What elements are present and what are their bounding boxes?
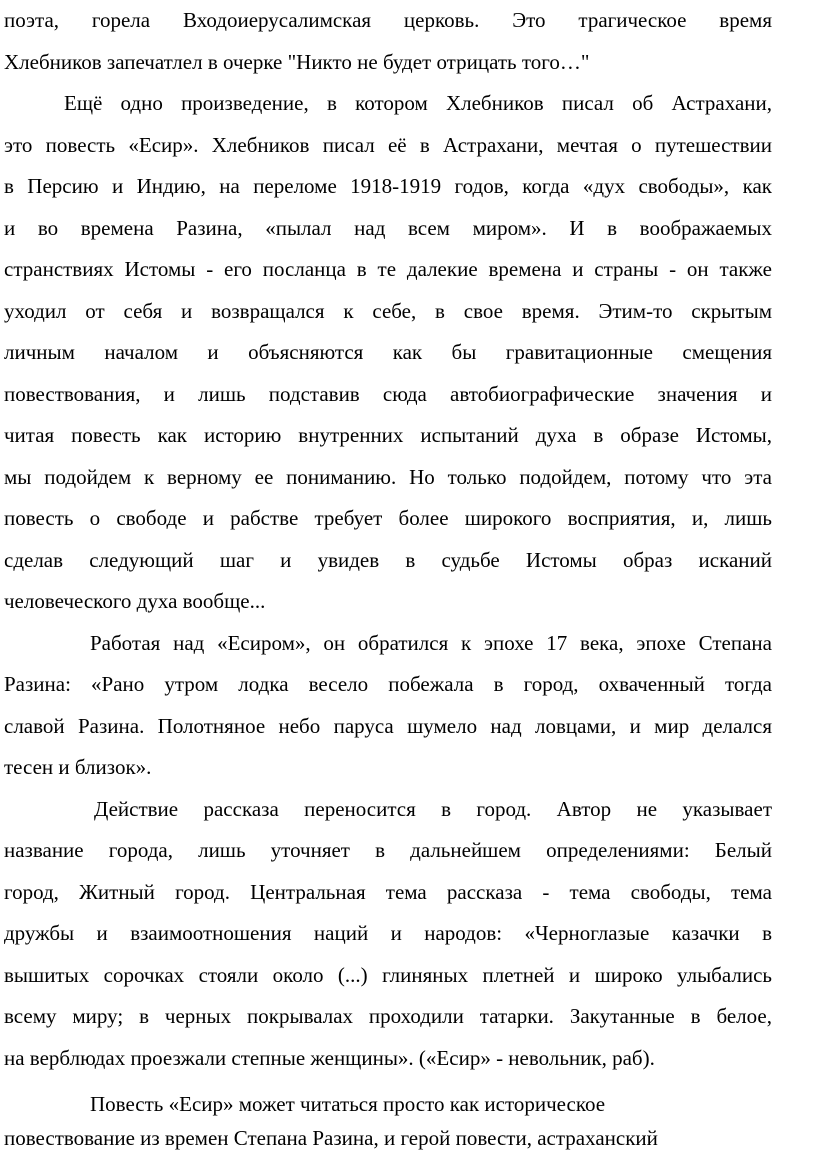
text-line: человеческого духа вообще... (4, 589, 266, 613)
text-line: сделав следующий шаг и увидев в судьбе Истомы образ исканий (4, 547, 772, 572)
text-line: повествования, и лишь подставив сюда автобиографические значения и (4, 381, 772, 406)
text-line: Действие рассказа переносится в город. Автор не указывает (94, 796, 772, 821)
text-line: название города, лишь уточняет в дальнейшем определениями: Белый (4, 838, 772, 862)
text-line: вышитых сорочках стояли около (...) глиняных плетней и широко улыбались (4, 962, 772, 987)
text-line: славой Разина. Полотняное небо паруса шумело над ловцами, и мир делался (4, 713, 772, 738)
paragraph-1 (4, 0, 772, 83)
text-line: читая повесть как историю внутренних испытаний духа в образе Истомы, (4, 423, 772, 447)
paragraph-2 (4, 83, 772, 623)
text-line: тесен и близок». (4, 755, 152, 779)
paragraph-4 (4, 789, 772, 1080)
text-line: город, Житный город. Центральная тема рассказа - тема свободы, тема (4, 879, 772, 904)
text-line: всему миру; в черных покрывалах проходили татарки. Закутанные в белое, (4, 1004, 772, 1028)
text-line: повествование из времен Степана Разина, и герой повести, астраханский (4, 1126, 658, 1150)
text-line: это повесть «Есир». Хлебников писал её в Астрахани, мечтая о путешествии (4, 132, 772, 157)
text-line: поэта, горела Входоиерусалимская церковь. Это трагическое время (4, 8, 772, 32)
text-line: в Персию и Индию, на переломе 1918-1919 годов, когда «дух свободы», как (4, 174, 772, 198)
text-line: уходил от себя и возвращался к себе, в свое время. Этим-то скрытым (4, 298, 772, 323)
text-line: Хлебников запечатлел в очерке "Никто не будет отрицать того…" (4, 49, 590, 74)
text-line: мы подойдем к верному ее пониманию. Но только подойдем, потому что эта (4, 464, 772, 489)
text-line: Разина: «Рано утром лодка весело побежала в город, охваченный тогда (4, 672, 772, 696)
text-line: повесть о свободе и рабстве требует более широкого восприятия, и, лишь (4, 506, 772, 530)
paragraph-3 (4, 623, 772, 789)
text-line: и во времена Разина, «пылал над всем миром». И в воображаемых (4, 215, 772, 240)
text-line: странствиях Истомы - его посланца в те далекие времена и страны - он также (4, 257, 772, 281)
text-line: личным началом и объясняются как бы гравитационные смещения (4, 340, 772, 364)
text-line: Работая над «Есиром», он обратился к эпохе 17 века, эпохе Степана (90, 630, 772, 655)
text-line: на верблюдах проезжали степные женщины». («Есир» - невольник, раб). (4, 1045, 655, 1070)
text-line: дружбы и взаимоотношения наций и народов: «Черноглазые казачки в (4, 921, 772, 945)
text-line: Ещё одно произведение, в котором Хлебников писал об Астрахани, (64, 91, 772, 115)
text-line: Повесть «Есир» может читаться просто как историческое (90, 1092, 606, 1116)
